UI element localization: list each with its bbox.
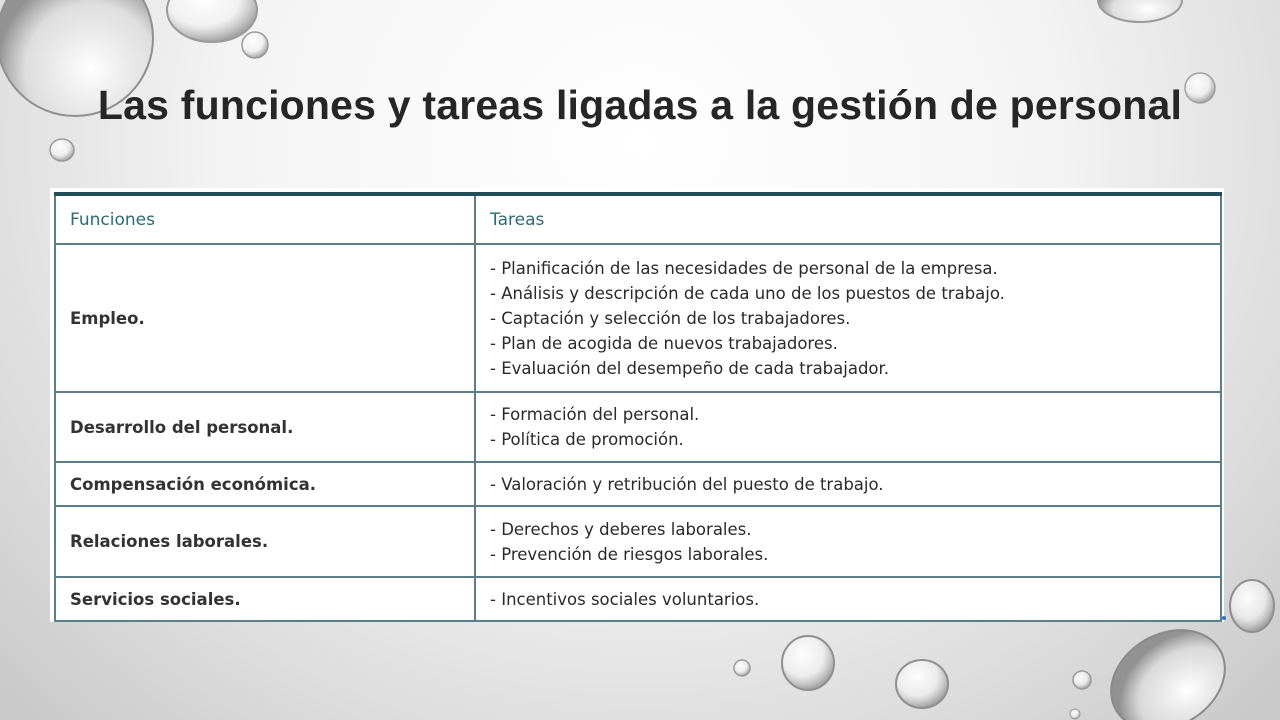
task-item: - Formación del personal.: [490, 405, 700, 424]
slide-title: Las funciones y tareas ligadas a la gestión de personal: [97, 82, 1183, 128]
function-cell: Desarrollo del personal.: [55, 392, 475, 462]
functions-tasks-table: [54, 192, 1222, 622]
top-left-drops: [0, 0, 268, 161]
header-functions: Funciones: [55, 194, 475, 244]
functions-tasks-table-container: [50, 188, 1224, 622]
table-row: [55, 462, 1221, 506]
task-item: - Evaluación del desempeño de cada trabajador.: [490, 358, 890, 378]
function-cell: Servicios sociales.: [55, 577, 475, 621]
tasks-cell: [475, 462, 1221, 506]
table-row: [55, 506, 1221, 577]
table-corner-marker: [1222, 616, 1226, 620]
function-cell: Empleo.: [55, 244, 475, 392]
task-item: - Incentivos sociales voluntarios.: [490, 589, 760, 609]
task-item: - Política de promoción.: [490, 430, 684, 449]
table-row: [55, 577, 1221, 621]
table-header-row: [55, 194, 1221, 244]
tasks-cell: [475, 392, 1221, 462]
function-cell: Relaciones laborales.: [55, 506, 475, 577]
table-row: [55, 392, 1221, 462]
tasks-cell: [475, 577, 1221, 621]
function-cell: Compensación económica.: [55, 462, 475, 506]
task-item: - Plan de acogida de nuevos trabajadores.: [490, 333, 838, 353]
task-item: - Análisis y descripción de cada uno de los puestos de trabajo.: [490, 283, 1005, 303]
header-tasks: Tareas: [475, 194, 1221, 244]
tasks-cell: [475, 244, 1221, 392]
task-item: - Planificación de las necesidades de personal de la empresa.: [490, 258, 998, 278]
task-item: - Valoración y retribución del puesto de trabajo.: [490, 474, 884, 494]
task-item: - Captación y selección de los trabajadores.: [490, 308, 851, 328]
task-item: - Prevención de riesgos laborales.: [490, 544, 769, 564]
tasks-cell: [475, 506, 1221, 577]
table-row: [55, 244, 1221, 392]
task-item: - Derechos y deberes laborales.: [490, 519, 752, 539]
